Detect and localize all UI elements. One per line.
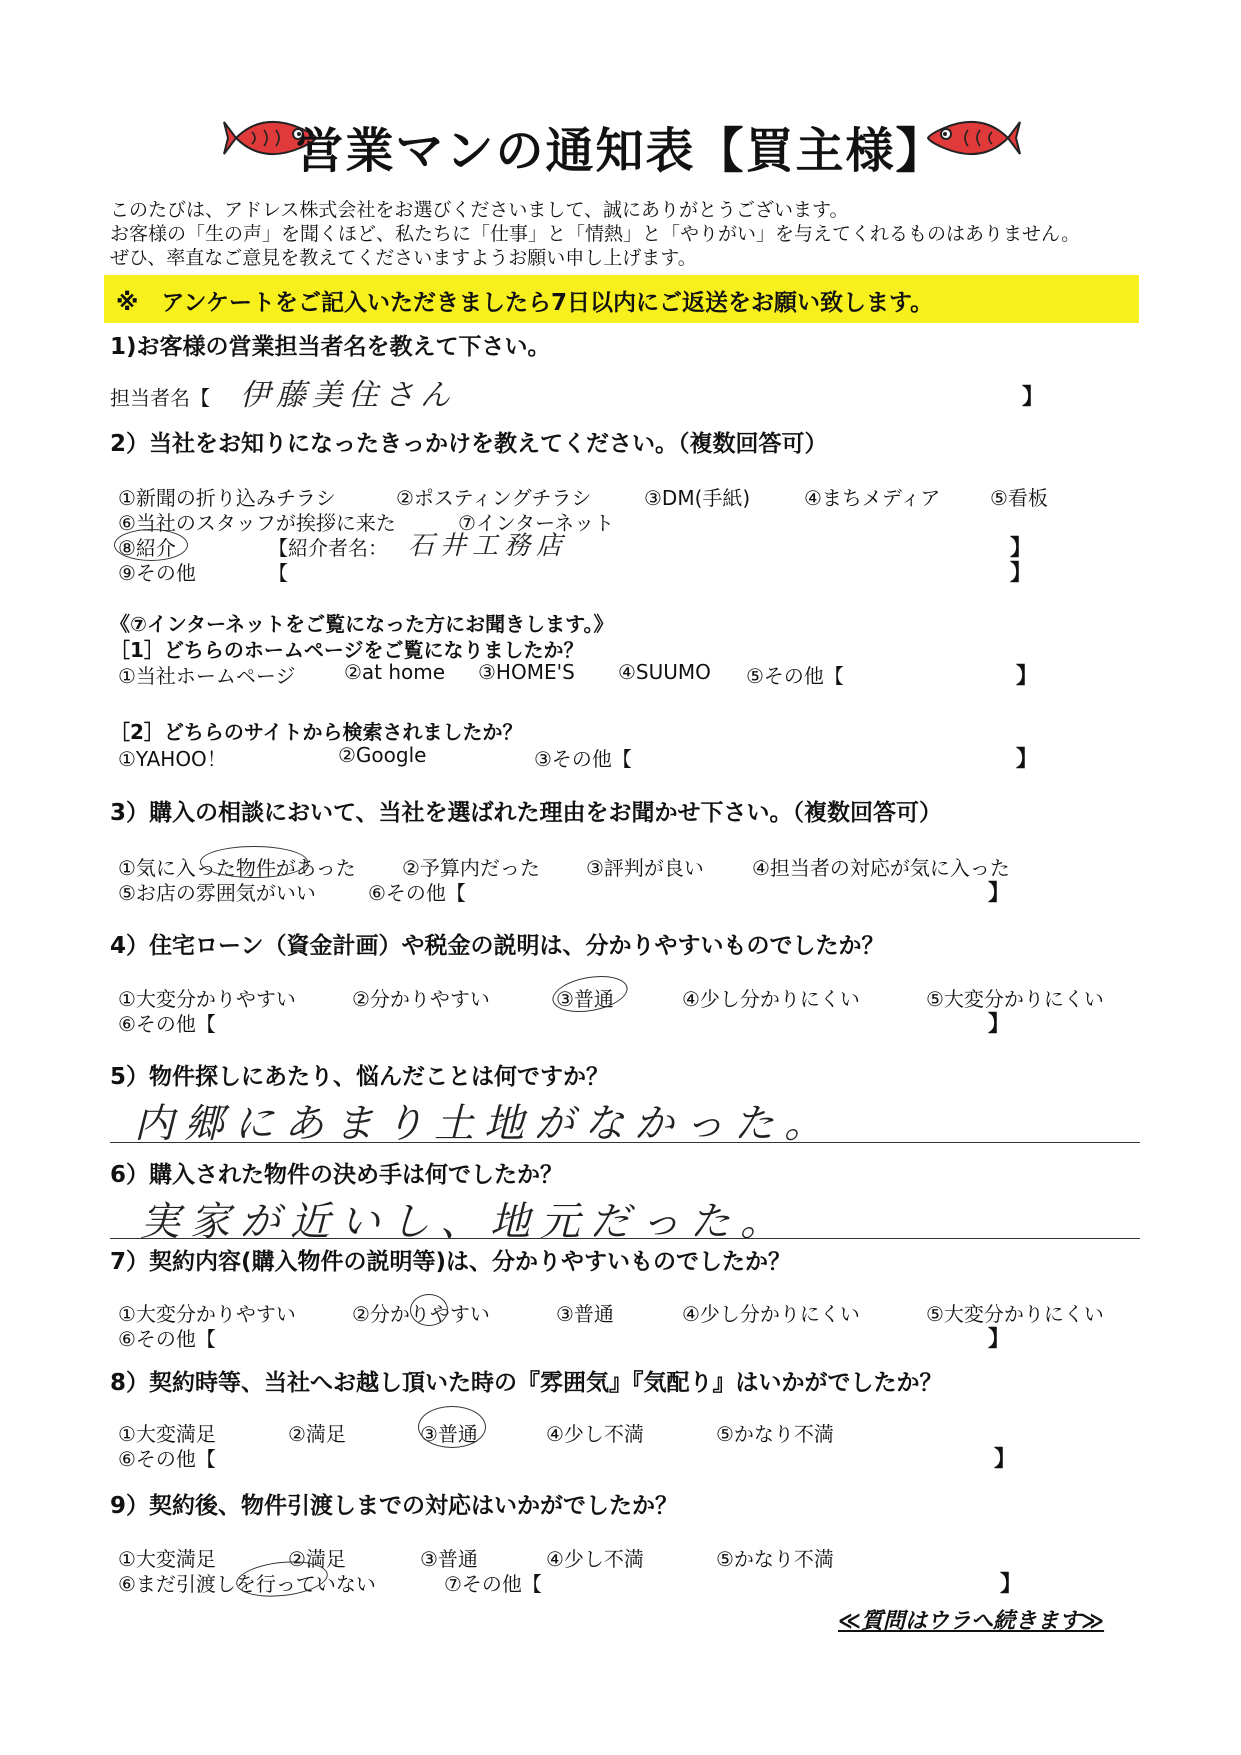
q9-option-7: ⑦その他【 [444, 1572, 542, 1596]
q2-referrer-close: 】 [1010, 536, 1033, 561]
q3-option-2: ②予算内だった [402, 856, 540, 880]
intro-line-1: このたびは、アドレス株式会社をお選びくださいまして、誠にありがとうございます。 [110, 199, 849, 221]
q2-other-open: 【 [268, 561, 288, 585]
internet-sub2-option-3: ③その他【 [534, 747, 632, 771]
q9-close: 】 [1000, 1572, 1023, 1597]
q8-close: 】 [994, 1447, 1017, 1472]
internet-sub2-option-2: ②Google [338, 743, 427, 767]
q2-option-4: ④まちメディア [804, 486, 941, 510]
q2-option-7: ⑦インターネット [458, 511, 615, 535]
internet-sub1-close: 】 [1016, 664, 1039, 689]
q9-option-1: ①大変満足 [118, 1547, 216, 1571]
q8-option-6: ⑥その他【 [118, 1447, 216, 1471]
q2-referrer-answer: 石井工務店 [408, 531, 569, 561]
q9-option-4: ④少し不満 [546, 1547, 644, 1571]
internet-sub2-question: ［2］どちらのサイトから検索されましたか？ [110, 720, 523, 744]
q2-referrer-label: 【紹介者名： [268, 536, 388, 560]
q7-option-2-circle-mark [410, 1294, 448, 1326]
q4-option-4: ④少し分かりにくい [682, 987, 860, 1011]
q4-question: 4）住宅ローン（資金計画）や税金の説明は、分かりやすいものでしたか？ [110, 933, 885, 959]
q4-option-5: ⑤大変分かりにくい [926, 987, 1104, 1011]
q7-option-5: ⑤大変分かりにくい [926, 1302, 1104, 1326]
q8-option-3-circle-mark [418, 1406, 486, 1448]
q7-close: 】 [988, 1327, 1011, 1352]
q3-option-6: ⑥その他【 [368, 881, 466, 905]
q5-question: 5）物件探しにあたり、悩んだことは何ですか？ [110, 1064, 610, 1090]
q9-question: 9）契約後、物件引渡しまでの対応はいかがでしたか？ [110, 1493, 679, 1519]
q7-option-1: ①大変分かりやすい [118, 1302, 296, 1326]
continue-note: ≪質問はウラへ続きます≫ [838, 1609, 1105, 1634]
q4-option-3: ③普通 [556, 987, 614, 1011]
q2-option-5: ⑤看板 [990, 486, 1048, 510]
internet-sub1-option-2: ②at home [344, 660, 446, 684]
q2-option-8: ⑧紹介 [118, 536, 176, 560]
q5-answer: 内郷にあまり土地がなかった。 [134, 1101, 834, 1147]
internet-sub1-option-4: ④SUUMO [618, 660, 711, 684]
q2-question: 2）当社をお知りになったきっかけを教えてください。（複数回答可） [110, 431, 828, 457]
q9-option-2: ②満足 [288, 1547, 346, 1571]
q3-close: 】 [988, 881, 1011, 906]
q3-question: 3）購入の相談において、当社を選ばれた理由をお聞かせ下さい。（複数回答可） [110, 800, 943, 826]
q3-option-5: ⑤お店の雰囲気がいい [118, 881, 316, 905]
q4-option-1: ①大変分かりやすい [118, 987, 296, 1011]
q3-option-1: ①気に入った物件があった [118, 856, 356, 880]
notice-text: ※ アンケートをご記入いただきましたら7日以内にご返送をお願い致します。 [116, 290, 934, 316]
q6-answer-line [110, 1238, 1140, 1239]
q7-option-3: ③普通 [556, 1302, 614, 1326]
page-title: 営業マンの通知表【買主様】 [295, 123, 946, 179]
q9-option-3: ③普通 [420, 1547, 478, 1571]
internet-sub1-option-3: ③HOME'S [478, 660, 575, 684]
q2-option-6: ⑥当社のスタッフが挨拶に来た [118, 511, 396, 535]
internet-sub2-option-1: ①YAHOO！ [118, 747, 227, 771]
q8-option-2: ②満足 [288, 1422, 346, 1446]
internet-heading: 《⑦インターネットをご覧になった方にお聞きします。》 [110, 612, 614, 636]
q9-option-5: ⑤かなり不満 [716, 1547, 834, 1571]
q3-option-1-circle-mark [200, 846, 308, 878]
internet-sub1-question: ［1］どちらのホームページをご覧になりましたか？ [110, 638, 584, 662]
q8-option-1: ①大変満足 [118, 1422, 216, 1446]
q2-option-9: ⑨その他 [118, 561, 196, 585]
internet-sub1-option-1: ①当社ホームページ [118, 664, 296, 688]
q7-option-6: ⑥その他【 [118, 1327, 216, 1351]
internet-sub2-close: 】 [1016, 747, 1039, 772]
q3-option-3: ③評判が良い [586, 856, 704, 880]
q7-question: 7）契約内容(購入物件の説明等)は、分かりやすいものでしたか？ [110, 1249, 792, 1275]
q2-option-2: ②ポスティングチラシ [396, 486, 592, 510]
q7-option-4: ④少し分かりにくい [682, 1302, 860, 1326]
q8-option-4: ④少し不満 [546, 1422, 644, 1446]
q8-option-5: ⑤かなり不満 [716, 1422, 834, 1446]
q2-option-3: ③DM(手紙) [644, 486, 751, 510]
q1-label: 担当者名【 [110, 386, 210, 410]
q4-close: 】 [988, 1012, 1011, 1037]
intro-line-2: お客様の「生の声」を聞くほど、私たちに「仕事」と「情熱」と「やりがい」を与えてくれるものはありません。 [110, 223, 1081, 245]
q6-answer: 実家が近いし、地元だった。 [140, 1199, 790, 1245]
q4-option-2: ②分かりやすい [352, 987, 490, 1011]
q8-option-3: ③普通 [420, 1422, 478, 1446]
q5-answer-line [110, 1142, 1140, 1143]
q1-close-bracket: 】 [1022, 385, 1045, 410]
q1-question: 1)お客様の営業担当者名を教えて下さい。 [110, 334, 551, 360]
q6-question: 6）購入された物件の決め手は何でしたか？ [110, 1162, 564, 1188]
q1-answer: 伊藤美住さん [240, 378, 456, 413]
q2-other-close: 】 [1010, 561, 1033, 586]
q2-option-1: ①新聞の折り込みチラシ [118, 486, 336, 510]
q4-option-6: ⑥その他【 [118, 1012, 216, 1036]
q9-option-6: ⑥まだ引渡しを行っていない [118, 1572, 376, 1596]
intro-line-3: ぜひ、率直なご意見を教えてくださいますようお願い申し上げます。 [110, 247, 697, 269]
internet-sub1-option-5: ⑤その他【 [746, 664, 844, 688]
q8-question: 8）契約時等、当社へお越し頂いた時の『雰囲気』『気配り』はいかがでしたか？ [110, 1370, 943, 1396]
q7-option-2: ②分かりやすい [352, 1302, 490, 1326]
q3-option-4: ④担当者の対応が気に入った [752, 856, 1010, 880]
